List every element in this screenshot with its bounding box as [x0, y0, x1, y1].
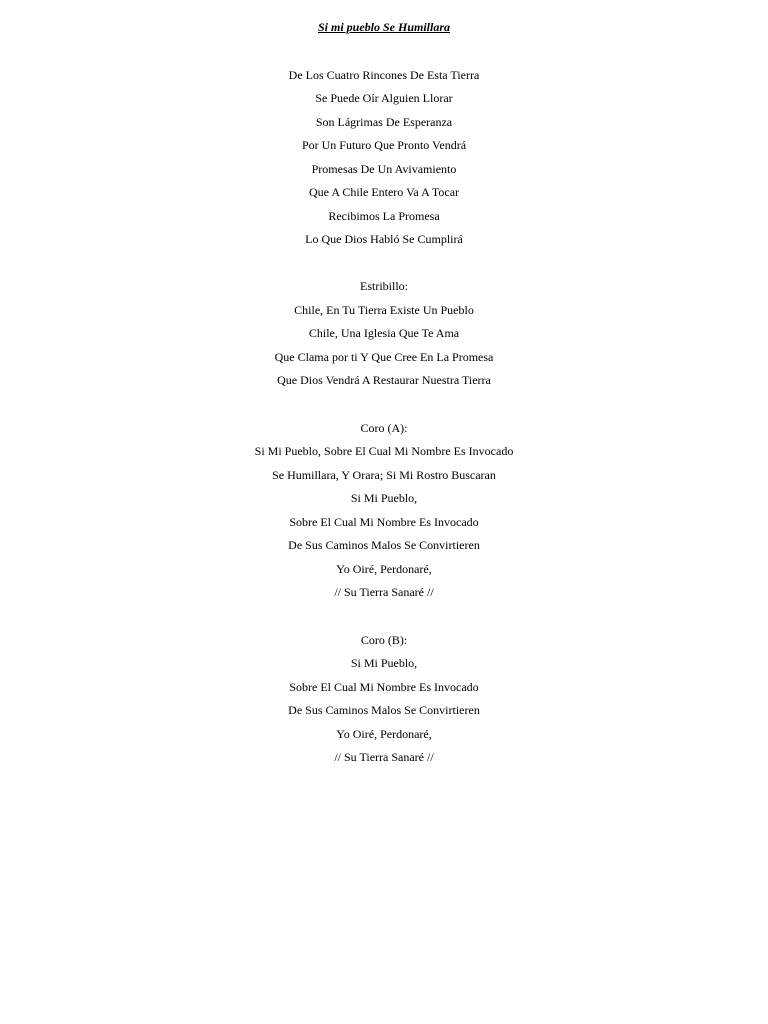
coro-a-line-1: Si Mi Pueblo, Sobre El Cual Mi Nombre Es Invocado: [254, 444, 514, 458]
coro-b-heading: Coro (B):: [360, 633, 408, 647]
coro-b-line-3: De Sus Caminos Malos Se Convirtieren: [288, 703, 480, 717]
coro-b-line-5: // Su Tierra Sanaré //: [334, 750, 434, 764]
verse-line-6: Que A Chile Entero Va A Tocar: [308, 185, 460, 199]
coro-a-line-3: Si Mi Pueblo,: [350, 491, 418, 505]
coro-a-line-4: Sobre El Cual Mi Nombre Es Invocado: [289, 515, 479, 529]
estribillo-line-1: Chile, En Tu Tierra Existe Un Pueblo: [294, 303, 474, 317]
verse-line-5: Promesas De Un Avivamiento: [311, 162, 457, 176]
coro-b-line-2: Sobre El Cual Mi Nombre Es Invocado: [289, 680, 479, 694]
coro-a-line-2: Se Humillara, Y Orara; Si Mi Rostro Buscaran: [272, 468, 496, 482]
estribillo-line-4: Que Dios Vendrá A Restaurar Nuestra Tierra: [277, 373, 491, 387]
verse-line-1: De Los Cuatro Rincones De Esta Tierra: [288, 68, 480, 82]
coro-a-line-7: // Su Tierra Sanaré //: [334, 585, 434, 599]
song-title: Si mi pueblo Se Humillara: [317, 20, 451, 34]
verse-line-7: Recibimos La Promesa: [328, 209, 440, 223]
coro-a-line-5: De Sus Caminos Malos Se Convirtieren: [288, 538, 480, 552]
coro-b-line-1: Si Mi Pueblo,: [350, 656, 418, 670]
verse-line-2: Se Puede Oír Alguien Llorar: [315, 91, 453, 105]
coro-b-line-4: Yo Oiré, Perdonaré,: [336, 727, 432, 741]
verse-line-8: Lo Que Dios Habló Se Cumplirá: [305, 232, 463, 246]
estribillo-line-3: Que Clama por ti Y Que Cree En La Promesa: [274, 350, 494, 364]
verse-line-3: Son Lágrimas De Esperanza: [315, 115, 453, 129]
estribillo-line-2: Chile, Una Iglesia Que Te Ama: [308, 326, 460, 340]
coro-a-line-6: Yo Oiré, Perdonaré,: [336, 562, 432, 576]
coro-a-heading: Coro (A):: [360, 421, 408, 435]
verse-line-4: Por Un Futuro Que Pronto Vendrá: [301, 138, 467, 152]
estribillo-heading: Estribillo:: [360, 279, 408, 293]
